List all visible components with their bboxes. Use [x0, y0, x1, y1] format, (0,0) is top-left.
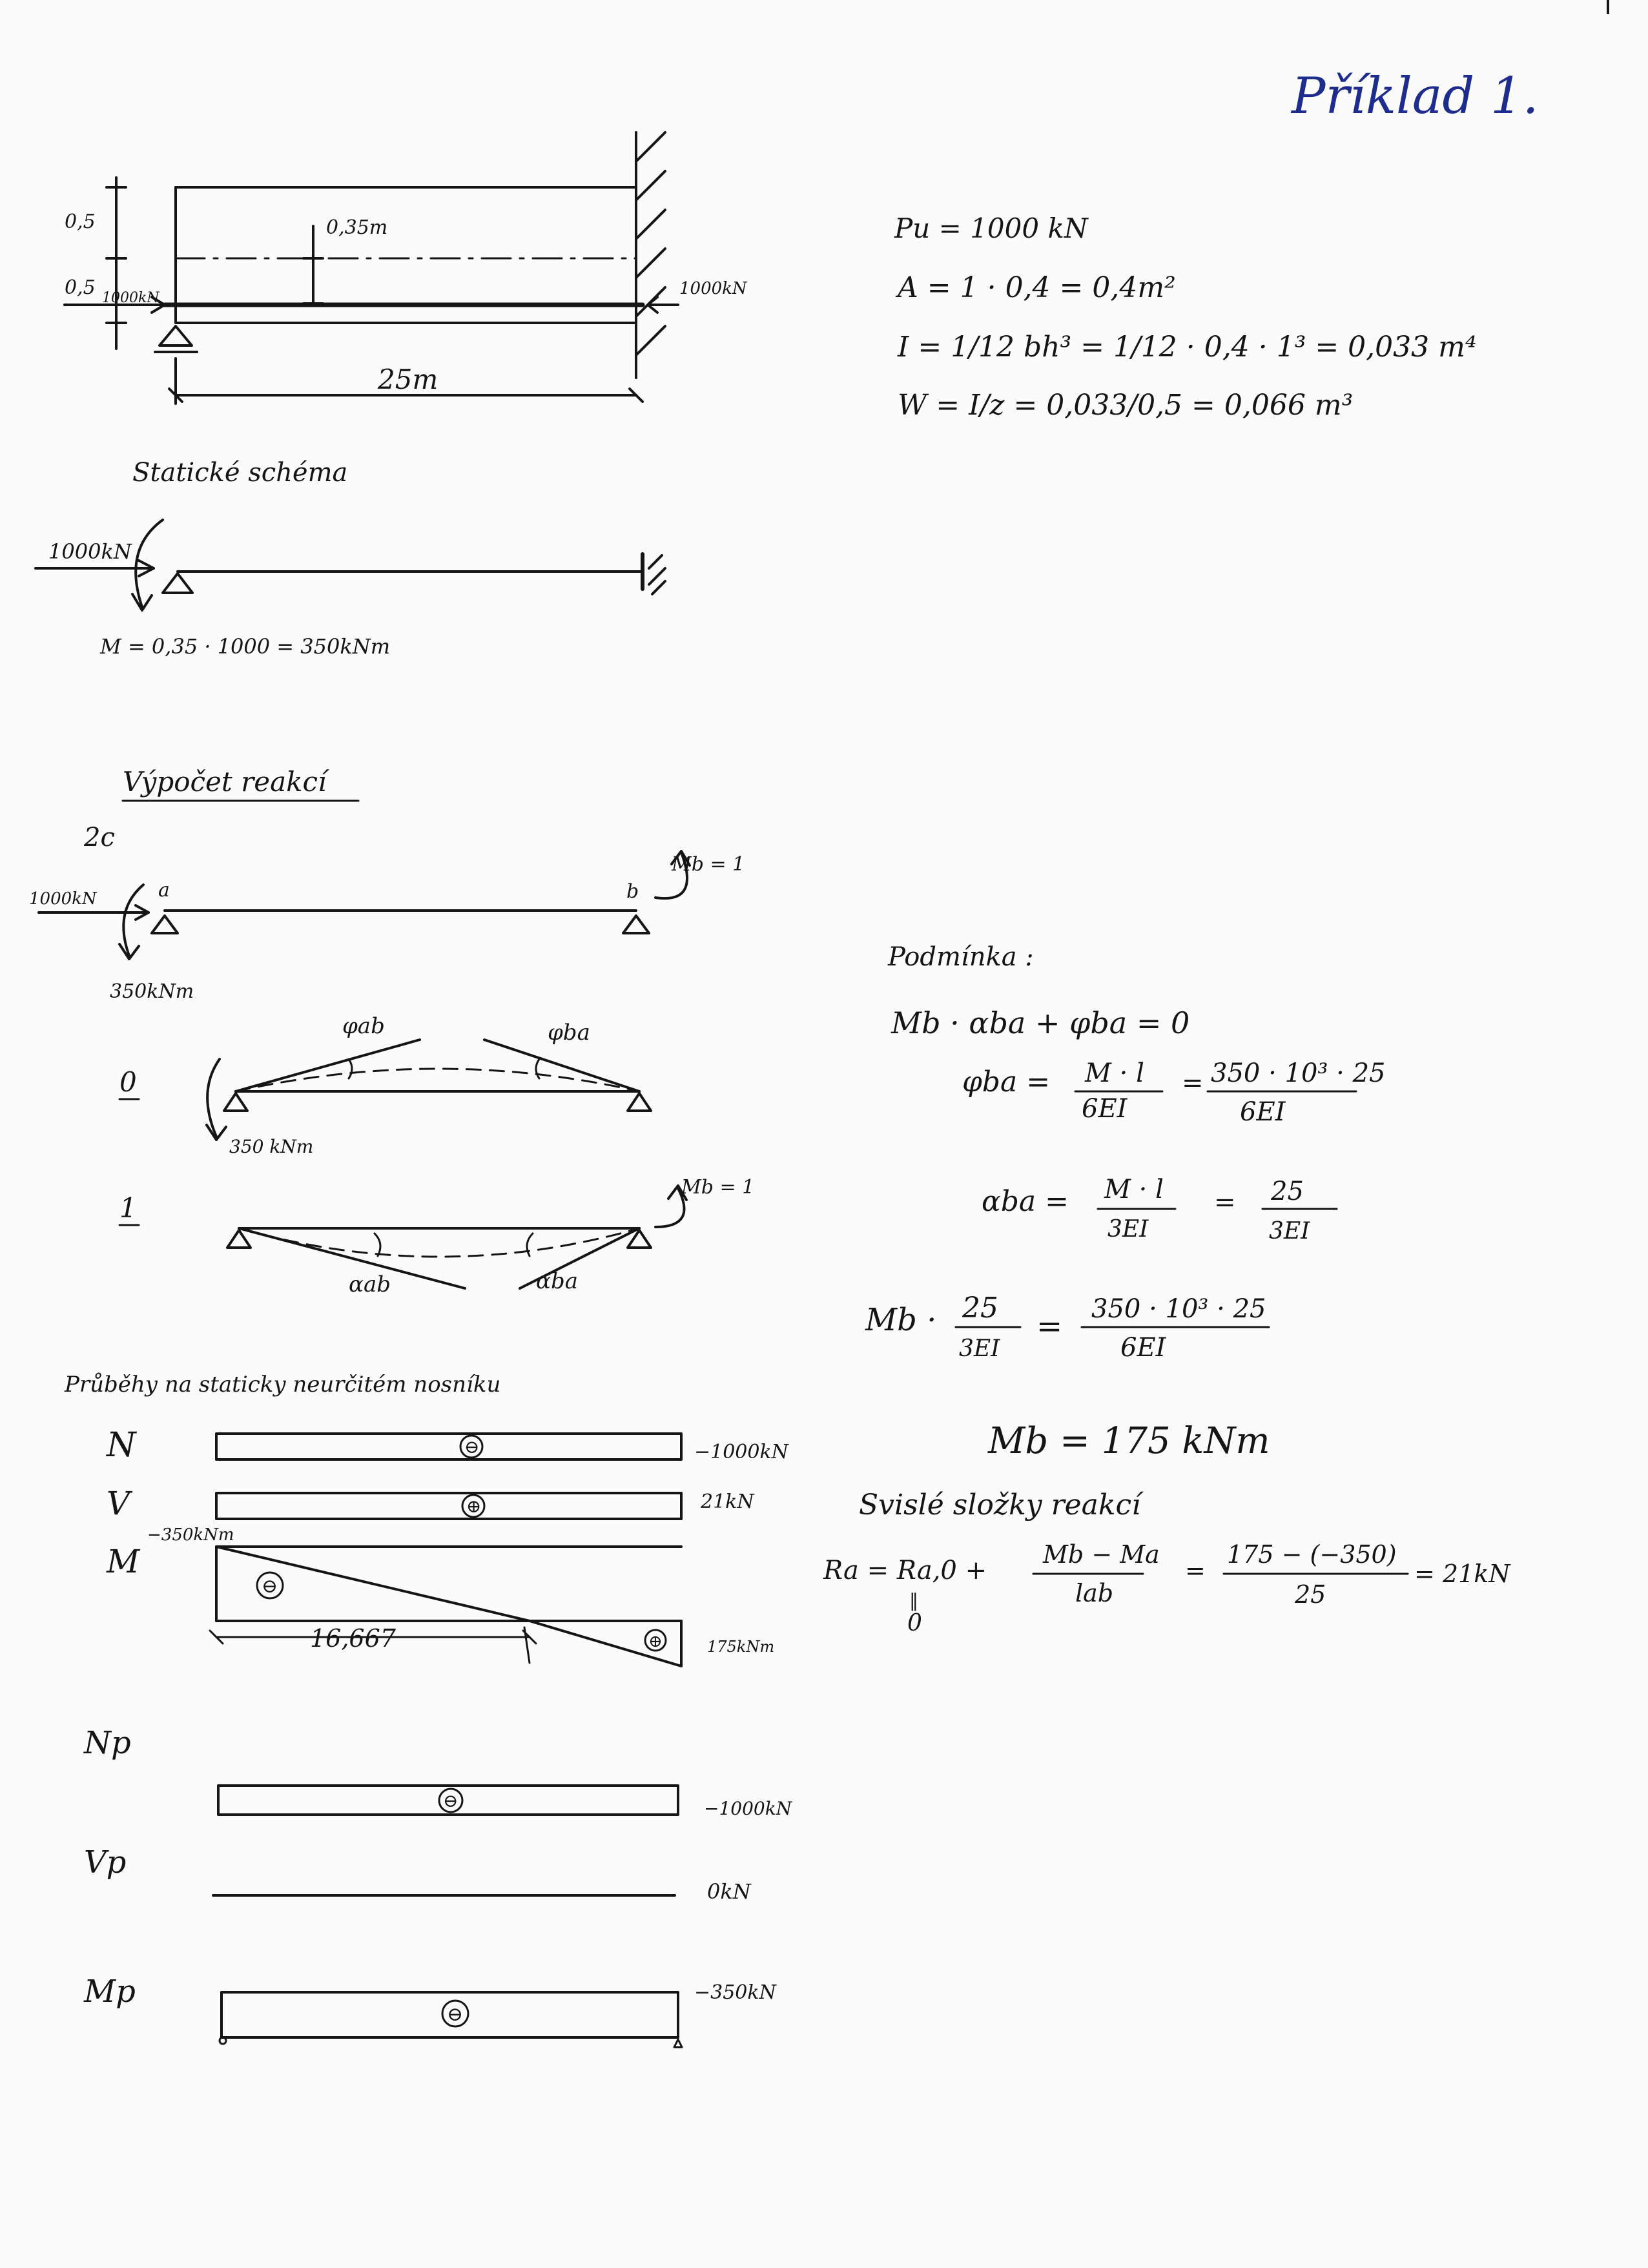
diagram-v-sign: ⊕: [466, 1496, 482, 1517]
condition-heading: Podmínka :: [888, 942, 1034, 972]
vertical-reactions-ra0: 0: [907, 1610, 922, 1636]
state1-alpha-ab: αab: [349, 1272, 391, 1297]
condition-eq2-num1: M · l: [1085, 1058, 1144, 1088]
reactions-node-a: a: [158, 879, 170, 902]
reactions-label-2c: 2c: [84, 823, 115, 852]
static-scheme-heading: Statické schéma: [132, 458, 348, 488]
diagram-mp-sign: ⊖: [447, 2003, 464, 2026]
state0-phi-ab: φab: [342, 1013, 385, 1039]
vertical-reactions-frac1-den: lab: [1075, 1579, 1114, 1607]
condition-eq4-eq: =: [1036, 1308, 1063, 1345]
diagram-np-sign: ⊖: [443, 1790, 458, 1811]
givens-line3: I = 1/12 bh³ = 1/12 · 0,4 · 1³ = 0,033 m⁴: [898, 331, 1477, 364]
givens-line1: Pu = 1000 kN: [894, 212, 1088, 244]
diagram-v-label: V: [107, 1485, 130, 1522]
diagrams-heading: Průběhy na staticky neurčitém nosníku: [65, 1372, 501, 1397]
fig1-force-right: 1000kN: [679, 279, 747, 298]
fig1-eccentricity: 0,35m: [326, 216, 388, 239]
vertical-reactions-result: = 21kN: [1414, 1560, 1510, 1588]
diagram-m-left-value: −350kNm: [147, 1525, 234, 1545]
vertical-reactions: [823, 1489, 1511, 1636]
fig1-length: 25m: [378, 364, 438, 395]
vertical-reactions-frac1-num: Mb − Ma: [1043, 1540, 1160, 1569]
fig1-force-left: 1000kN: [102, 290, 160, 306]
diagram-m: [210, 1547, 681, 1666]
diagram-v-value: 21kN: [701, 1490, 754, 1513]
diagram-mp-value: −350kN: [694, 1981, 776, 2004]
fig1-beam-sketch: [65, 132, 748, 404]
diagrams-section: [64, 1372, 793, 2047]
condition-eq2-eq: =: [1182, 1068, 1204, 1098]
vertical-reactions-eq: =: [1185, 1556, 1206, 1585]
vertical-reactions-lhs: Ra = Ra,0 +: [823, 1556, 987, 1585]
diagram-n: [216, 1434, 681, 1459]
diagram-m-sign-pos: ⊕: [648, 1632, 663, 1651]
condition-eq4-den2: 6EI: [1120, 1333, 1166, 1363]
diagram-n-label: N: [107, 1426, 136, 1465]
condition-eq2-num2: 350 · 10³ · 25: [1211, 1058, 1386, 1088]
diagram-mp-label: Mp: [84, 1974, 136, 2010]
fig1-dim-bottom: 0,5: [65, 276, 96, 299]
static-scheme: [36, 458, 665, 659]
condition-result: Mb = 175 kNm: [988, 1420, 1270, 1462]
condition-eq4-num2: 350 · 10³ · 25: [1091, 1294, 1266, 1324]
diagram-n-value: −1000kN: [694, 1441, 788, 1463]
state0-label: 0: [119, 1066, 137, 1098]
vertical-reactions-frac2-den: 25: [1295, 1580, 1326, 1609]
givens-line2: A = 1 · 0,4 = 0,4m²: [898, 271, 1176, 304]
state0-moment: 350 kNm: [229, 1136, 314, 1157]
fig1-dim-top: 0,5: [65, 211, 96, 233]
givens: [894, 212, 1476, 422]
state1-unit-moment: Mb = 1: [681, 1176, 755, 1199]
vertical-reactions-ra0-sub: ‖: [909, 1590, 918, 1611]
diagram-m-right-value: 175kNm: [707, 1638, 775, 1656]
condition-eq3-den1: 3EI: [1107, 1216, 1149, 1242]
vertical-reactions-frac2-num: 175 − (−350): [1227, 1540, 1397, 1569]
reactions-node-b: b: [626, 880, 639, 903]
state0-phi-ba: φba: [548, 1020, 590, 1046]
condition-eq3-lhs: αba =: [982, 1185, 1069, 1218]
reactions-moment-a: 350kNm: [110, 980, 194, 1003]
givens-line4: W = I/z = 0,033/0,5 = 0,066 m³: [898, 389, 1354, 422]
condition-eq2-lhs: φba =: [962, 1066, 1051, 1098]
diagram-np-label: Np: [84, 1725, 131, 1761]
reactions-heading: Výpočet reakcí: [123, 766, 327, 798]
diagram-m-zero-distance: 16,667: [310, 1624, 396, 1653]
page-title: Příklad 1.: [1292, 67, 1539, 125]
reactions-unit-moment: Mb = 1: [672, 853, 745, 876]
condition-eq3-eq: =: [1214, 1188, 1236, 1217]
state1-label: 1: [119, 1192, 137, 1224]
condition-eq4-lhs: Mb ·: [865, 1302, 937, 1338]
diagram-np-value: −1000kN: [704, 1798, 792, 1819]
condition-eq4-den1: 3EI: [959, 1335, 1000, 1362]
diagram-vp-label: Vp: [84, 1844, 127, 1881]
condition-eq3-den2: 3EI: [1269, 1218, 1310, 1244]
static-scheme-moment: M = 0,35 · 1000 = 350kNm: [100, 634, 391, 659]
condition-eq3-num2: 25: [1271, 1177, 1304, 1206]
state1-alpha-ba: αba: [536, 1268, 578, 1294]
condition-eq2-den2: 6EI: [1240, 1097, 1286, 1127]
diagram-m-sign-neg: ⊖: [262, 1575, 278, 1598]
vertical-reactions-heading: Svislé složky reakcí: [859, 1489, 1141, 1521]
diagram-m-label: M: [107, 1543, 140, 1580]
diagram-v: [216, 1493, 681, 1519]
reactions-force: 1000kN: [29, 889, 97, 909]
condition-eq2-den1: 6EI: [1082, 1094, 1128, 1124]
diagram-vp-value: 0kN: [707, 1879, 751, 1904]
reactions-section: [29, 766, 754, 1297]
condition-eq4-num1: 25: [962, 1292, 998, 1325]
condition-eq1: Mb · αba + φba = 0: [891, 1005, 1190, 1040]
condition-eq3-num1: M · l: [1104, 1175, 1164, 1204]
condition-section: [865, 942, 1385, 1462]
diagram-n-sign: ⊖: [464, 1436, 480, 1458]
static-scheme-force: 1000kN: [48, 539, 132, 564]
